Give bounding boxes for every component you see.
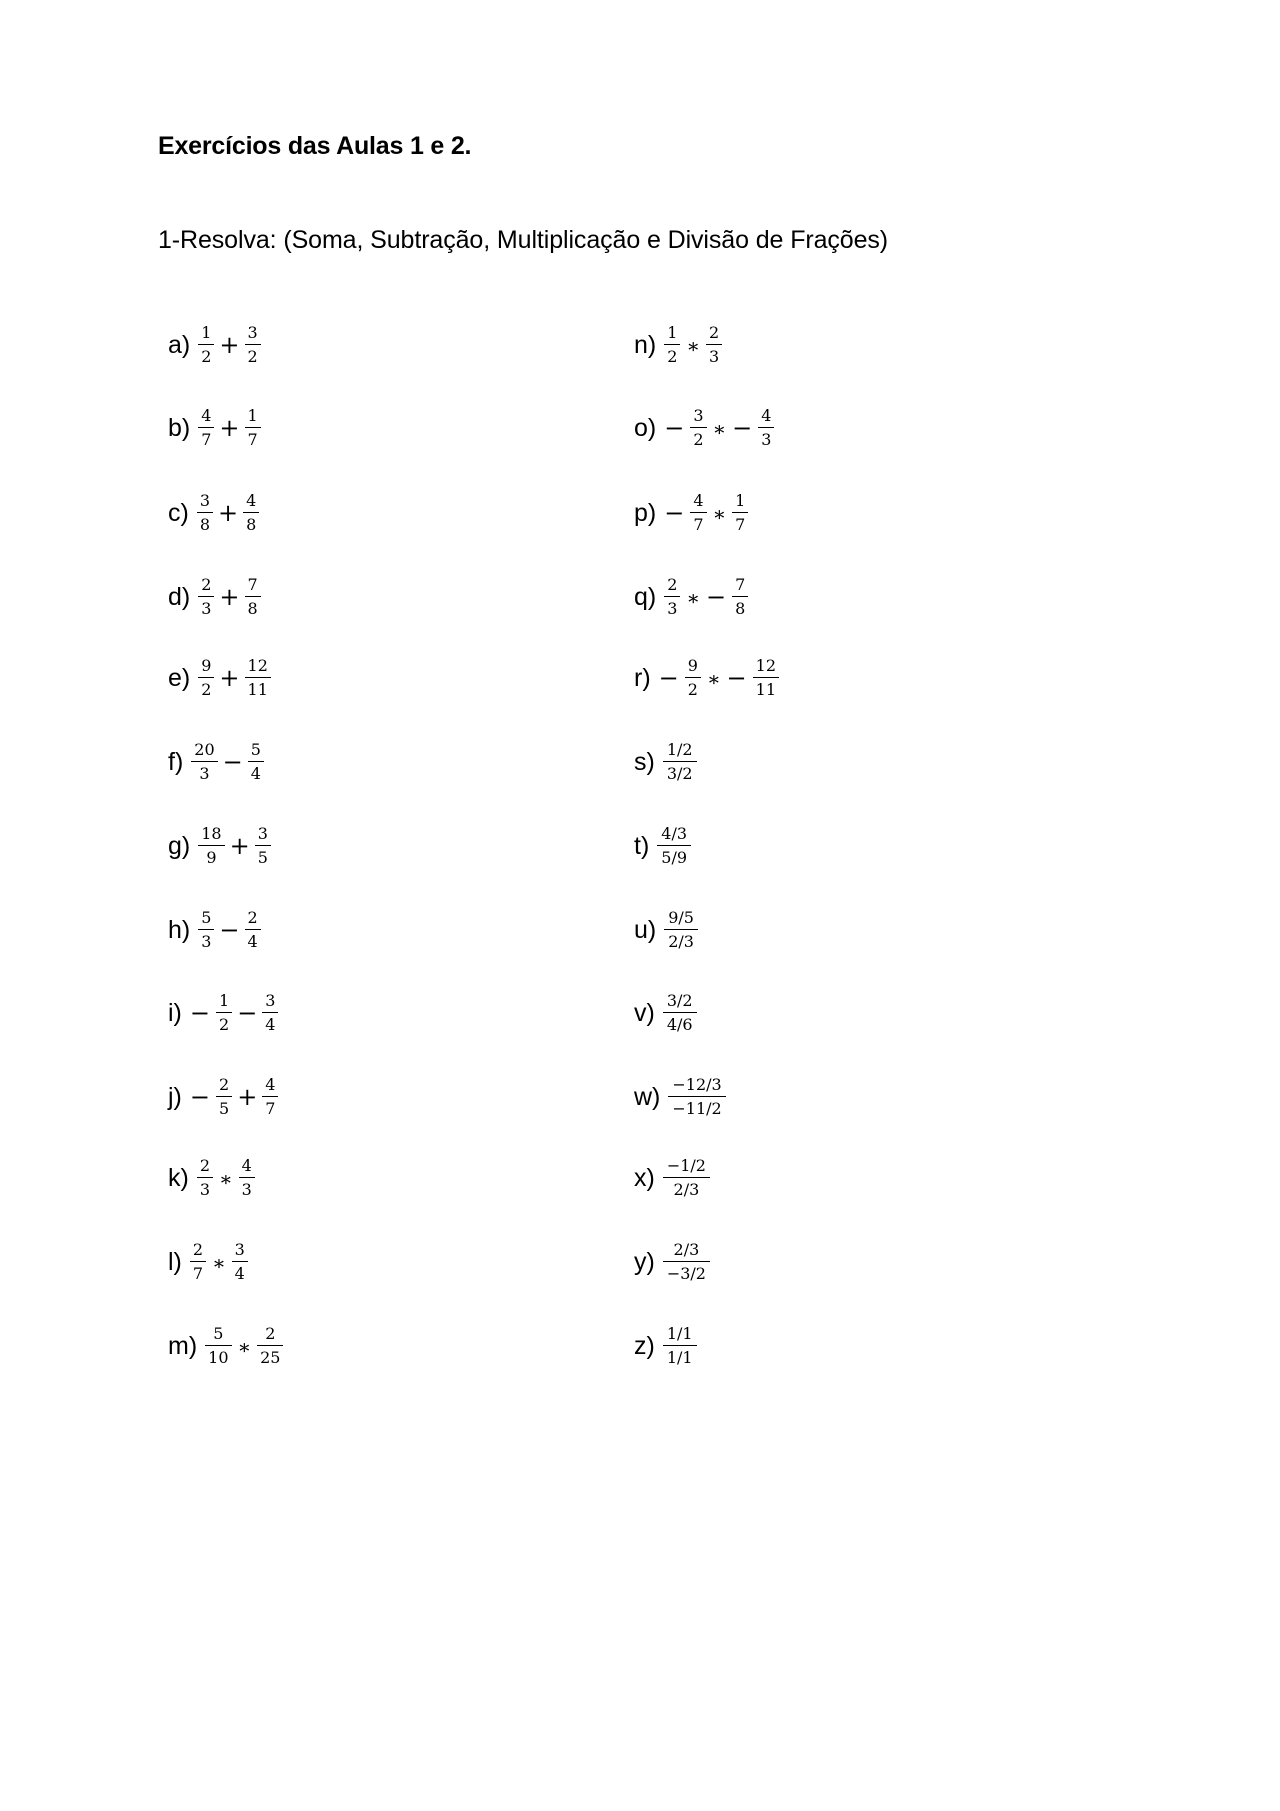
fraction <box>663 739 697 784</box>
fraction <box>663 1155 710 1200</box>
fraction-numerator: 4 <box>693 490 704 510</box>
exercise-label: v) <box>634 998 655 1027</box>
exercise-label: o) <box>634 413 657 442</box>
fraction-denominator: 3 <box>201 599 212 619</box>
expression <box>661 739 699 784</box>
page-title: Exercícios das Aulas 1 e 2. <box>158 132 472 160</box>
expression <box>662 490 750 535</box>
exercise-label: b) <box>168 413 191 442</box>
fraction <box>248 739 264 784</box>
expression <box>662 574 750 619</box>
fraction <box>663 990 697 1035</box>
minus-operator: − <box>219 916 240 944</box>
fraction-denominator: 3 <box>199 764 210 784</box>
fraction-numerator: 3 <box>257 823 268 843</box>
plus-operator: + <box>229 832 250 860</box>
fraction <box>198 322 214 367</box>
exercise-item <box>634 1232 712 1292</box>
fraction-numerator: 3 <box>247 322 258 342</box>
fraction-numerator: 2 <box>192 1239 204 1259</box>
exercise-item <box>168 648 273 708</box>
fraction-numerator: 1 <box>667 322 678 342</box>
plus-operator: + <box>219 414 240 442</box>
expression <box>661 1239 712 1284</box>
fraction-denominator: 2 <box>693 430 704 450</box>
exercise-item <box>634 816 693 876</box>
fraction-numerator: 2 <box>199 1155 211 1175</box>
expression <box>196 405 262 450</box>
fraction-numerator: 18 <box>201 823 222 843</box>
minus-sign: − <box>664 499 685 527</box>
fraction <box>198 823 224 868</box>
multiply-operator: ∗ <box>219 1167 233 1191</box>
multiply-operator: ∗ <box>712 502 727 526</box>
fraction <box>262 990 278 1035</box>
fraction-numerator: 5 <box>201 907 212 927</box>
fraction-numerator: 3 <box>199 490 211 510</box>
exercise-label: a) <box>168 330 191 359</box>
fraction-denominator: 5/9 <box>661 848 688 868</box>
expression <box>661 1155 712 1200</box>
fraction-denominator: 5 <box>257 848 268 868</box>
fraction-numerator: 12 <box>755 655 777 675</box>
exercise-label: s) <box>634 747 655 776</box>
fraction-denominator: 7 <box>247 430 258 450</box>
exercise-label: x) <box>634 1163 655 1192</box>
minus-sign: − <box>706 583 727 611</box>
minus-sign: − <box>664 414 685 442</box>
multiply-operator: ∗ <box>237 1335 252 1359</box>
exercise-item <box>168 1232 250 1292</box>
fraction <box>664 574 680 619</box>
exercise-label: j) <box>168 1082 182 1111</box>
exercise-item <box>634 567 750 627</box>
plus-operator: + <box>219 331 240 359</box>
exercise-item <box>168 900 263 960</box>
expression <box>662 405 776 450</box>
fraction-numerator: 4 <box>265 1074 276 1094</box>
fraction-denominator: 4 <box>265 1015 276 1035</box>
fraction-numerator: 1/2 <box>666 739 693 759</box>
expression <box>655 823 693 868</box>
fraction-numerator: 9 <box>201 655 212 675</box>
exercise-label: t) <box>634 831 650 860</box>
fraction-numerator: 20 <box>194 739 215 759</box>
multiply-operator: ∗ <box>706 667 721 691</box>
fraction <box>232 1239 248 1284</box>
fraction-numerator: 1/1 <box>666 1323 693 1343</box>
multiply-operator: ∗ <box>686 586 701 610</box>
exercise-label: k) <box>168 1163 189 1192</box>
fraction-denominator: 7 <box>192 1264 204 1284</box>
fraction <box>663 1239 710 1284</box>
minus-sign: − <box>658 664 679 692</box>
expression <box>662 907 700 952</box>
exercise-item <box>168 315 263 375</box>
expression <box>666 1074 727 1119</box>
fraction <box>706 322 722 367</box>
exercise-item <box>634 900 700 960</box>
fraction-denominator: 3 <box>667 599 678 619</box>
fraction-denominator: 1/1 <box>666 1348 693 1368</box>
fraction-numerator: 4 <box>201 405 212 425</box>
fraction-denominator: 3 <box>761 430 772 450</box>
exercise-item <box>634 732 699 792</box>
exercise-label: n) <box>634 330 657 359</box>
multiply-operator: ∗ <box>212 1251 226 1275</box>
fraction-denominator: 7 <box>265 1099 276 1119</box>
exercise-item <box>634 315 724 375</box>
fraction-denominator: 8 <box>247 599 258 619</box>
fraction <box>190 1239 206 1284</box>
fraction-numerator: 4 <box>246 490 257 510</box>
multiply-operator: ∗ <box>712 417 727 441</box>
fraction-numerator: 12 <box>247 655 268 675</box>
fraction-numerator: 3 <box>234 1239 245 1259</box>
fraction-numerator: 4/3 <box>661 823 688 843</box>
fraction <box>732 574 748 619</box>
section-heading: 1-Resolva: (Soma, Subtração, Multiplicação e Divisão de Frações) <box>158 226 889 254</box>
exercise-label: w) <box>634 1082 661 1111</box>
fraction <box>239 1155 255 1200</box>
exercise-item <box>168 1316 285 1376</box>
fraction <box>664 907 698 952</box>
minus-sign: − <box>726 664 747 692</box>
fraction <box>245 655 271 700</box>
fraction-denominator: 2 <box>219 1015 230 1035</box>
exercise-label: i) <box>168 998 182 1027</box>
fraction-denominator: 2 <box>687 680 698 700</box>
expression <box>188 1074 281 1119</box>
exercise-label: z) <box>634 1331 655 1360</box>
fraction-numerator: 7 <box>735 574 746 594</box>
expression <box>203 1323 285 1368</box>
fraction <box>191 739 217 784</box>
plus-operator: + <box>218 499 239 527</box>
fraction-numerator: 1 <box>735 490 746 510</box>
fraction-numerator: 5 <box>213 1323 224 1343</box>
exercise-label: y) <box>634 1247 655 1276</box>
fraction-denominator: 4 <box>250 764 261 784</box>
exercise-label: h) <box>168 915 191 944</box>
exercise-label: c) <box>168 498 189 527</box>
fraction-numerator: 2 <box>201 574 212 594</box>
fraction-denominator: −3/2 <box>666 1264 706 1284</box>
exercise-item <box>634 1148 712 1208</box>
fraction-numerator: 3/2 <box>666 990 693 1010</box>
fraction-denominator: 2 <box>201 680 212 700</box>
fraction-denominator: 2/3 <box>673 1180 700 1200</box>
exercise-item <box>634 398 776 458</box>
fraction <box>245 322 261 367</box>
fraction-denominator: 3 <box>199 1180 211 1200</box>
exercise-item <box>168 732 266 792</box>
fraction-denominator: 4 <box>247 932 258 952</box>
minus-sign: − <box>189 1083 210 1111</box>
fraction <box>198 574 214 619</box>
fraction <box>257 1323 283 1368</box>
fraction-denominator: 25 <box>260 1348 281 1368</box>
fraction <box>685 655 701 700</box>
expression <box>196 907 262 952</box>
fraction-denominator: 4 <box>234 1264 245 1284</box>
fraction-numerator: 4 <box>241 1155 252 1175</box>
fraction <box>198 405 214 450</box>
fraction-denominator: 8 <box>246 515 257 535</box>
expression <box>661 1323 699 1368</box>
exercise-item <box>634 983 699 1043</box>
exercise-item <box>168 983 280 1043</box>
fraction-numerator: 2/3 <box>673 1239 700 1259</box>
fraction-denominator: 3/2 <box>666 764 693 784</box>
fraction-denominator: −11/2 <box>672 1099 722 1119</box>
exercise-label: q) <box>634 582 657 611</box>
fraction-denominator: 4/6 <box>666 1015 693 1035</box>
exercise-item <box>634 648 781 708</box>
fraction-numerator: 3 <box>265 990 276 1010</box>
exercise-item <box>168 1067 280 1127</box>
fraction-denominator: 7 <box>201 430 212 450</box>
expression <box>188 1239 250 1284</box>
fraction-denominator: 10 <box>208 1348 229 1368</box>
fraction <box>758 405 774 450</box>
fraction-numerator: 9/5 <box>668 907 694 927</box>
fraction <box>245 405 261 450</box>
fraction <box>205 1323 231 1368</box>
fraction-denominator: 3 <box>709 347 720 367</box>
fraction <box>668 1074 725 1119</box>
fraction <box>197 490 213 535</box>
fraction-denominator: 9 <box>206 848 217 868</box>
fraction <box>216 990 232 1035</box>
fraction-denominator: 2 <box>201 347 212 367</box>
exercise-label: f) <box>168 747 184 776</box>
expression <box>196 574 262 619</box>
fraction-denominator: 7 <box>735 515 746 535</box>
expression <box>196 322 262 367</box>
fraction <box>664 322 680 367</box>
fraction-numerator: 2 <box>667 574 678 594</box>
expression <box>657 655 781 700</box>
plus-operator: + <box>237 1083 258 1111</box>
exercise-item <box>168 567 263 627</box>
fraction-denominator: 3 <box>241 1180 252 1200</box>
exercise-item <box>168 1148 257 1208</box>
minus-sign: − <box>189 999 210 1027</box>
exercise-item <box>634 483 750 543</box>
fraction-numerator: 5 <box>250 739 261 759</box>
fraction <box>245 574 261 619</box>
exercise-item <box>168 398 263 458</box>
fraction-numerator: 3 <box>693 405 704 425</box>
fraction-numerator: 2 <box>265 1323 276 1343</box>
exercise-label: e) <box>168 663 191 692</box>
fraction <box>690 490 706 535</box>
exercise-item <box>634 1067 728 1127</box>
exercise-label: p) <box>634 498 657 527</box>
fraction <box>197 1155 213 1200</box>
fraction-numerator: 2 <box>709 322 720 342</box>
fraction-denominator: 2/3 <box>668 932 694 952</box>
fraction-denominator: 8 <box>735 599 746 619</box>
fraction <box>262 1074 278 1119</box>
exercise-label: u) <box>634 915 657 944</box>
exercise-label: r) <box>634 663 651 692</box>
minus-operator: − <box>222 748 243 776</box>
fraction-numerator: 7 <box>247 574 258 594</box>
exercise-item <box>634 1316 699 1376</box>
expression <box>196 823 273 868</box>
fraction <box>245 907 261 952</box>
exercise-label: l) <box>168 1247 182 1276</box>
expression <box>661 990 699 1035</box>
fraction <box>690 405 706 450</box>
exercise-item <box>168 816 273 876</box>
fraction-denominator: 2 <box>667 347 678 367</box>
fraction-denominator: 5 <box>219 1099 230 1119</box>
fraction-denominator: 11 <box>247 680 268 700</box>
fraction <box>198 907 214 952</box>
minus-sign: − <box>732 414 753 442</box>
fraction-denominator: 7 <box>693 515 704 535</box>
minus-operator: − <box>237 999 258 1027</box>
exercise-label: d) <box>168 582 191 611</box>
expression <box>188 990 281 1035</box>
fraction-numerator: 9 <box>687 655 698 675</box>
expression <box>195 490 261 535</box>
fraction-denominator: 8 <box>199 515 211 535</box>
expression <box>189 739 266 784</box>
fraction-denominator: 11 <box>755 680 777 700</box>
fraction-numerator: 4 <box>761 405 772 425</box>
fraction-numerator: 2 <box>219 1074 230 1094</box>
fraction-numerator: 1 <box>247 405 258 425</box>
exercise-item <box>168 483 261 543</box>
fraction <box>255 823 271 868</box>
fraction <box>732 490 748 535</box>
fraction-denominator: 2 <box>247 347 258 367</box>
multiply-operator: ∗ <box>686 334 701 358</box>
fraction-numerator: 2 <box>247 907 258 927</box>
exercise-label: g) <box>168 831 191 860</box>
fraction <box>216 1074 232 1119</box>
plus-operator: + <box>219 664 240 692</box>
plus-operator: + <box>219 583 240 611</box>
fraction <box>657 823 691 868</box>
fraction-numerator: −12/3 <box>672 1074 722 1094</box>
expression <box>662 322 724 367</box>
expression <box>195 1155 257 1200</box>
fraction <box>663 1323 697 1368</box>
fraction-numerator: 1 <box>201 322 212 342</box>
fraction <box>198 655 214 700</box>
expression <box>196 655 273 700</box>
exercise-label: m) <box>168 1331 198 1360</box>
fraction <box>753 655 779 700</box>
fraction-numerator: −1/2 <box>666 1155 706 1175</box>
fraction-numerator: 1 <box>219 990 230 1010</box>
fraction <box>243 490 259 535</box>
fraction-denominator: 3 <box>201 932 212 952</box>
